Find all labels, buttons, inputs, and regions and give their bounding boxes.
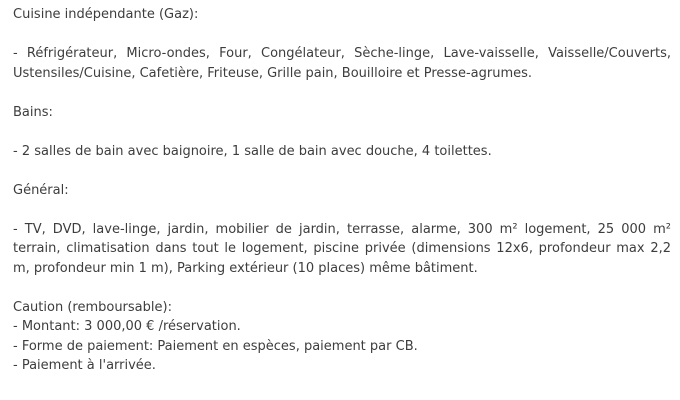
baths-items: - 2 salles de bain avec baignoire, 1 salle de bain avec douche, 4 toilettes.: [13, 143, 492, 159]
spacer: [13, 161, 671, 181]
baths-heading: Bains:: [13, 104, 53, 120]
deposit-payment-time: - Paiement à l'arrivée.: [13, 358, 156, 373]
kitchen-items: - Réfrigérateur, Micro-ondes, Four, Congélateur, Sèche-linge, Lave-vaisselle, Vaisselle/Couverts, Ustensiles/Cuisine, Cafetière, Friteuse, Grille pain, Bouilloire et Presse-agrumes.: [13, 46, 671, 81]
spacer: [13, 83, 671, 103]
property-description: [13, 5, 671, 376]
spacer: [13, 200, 671, 220]
general-heading: Général:: [13, 182, 69, 198]
spacer: [13, 278, 671, 298]
general-items: - TV, DVD, lave-linge, jardin, mobilier de jardin, terrasse, alarme, 300 m² logement, 25 000 m² terrain, climatisation dans tout le logement, piscine privée (dimensions 12x6, profondeur max 2,2 m, profondeur min 1 m), Parking extérieur (10 places) même bâtiment.: [13, 221, 671, 276]
deposit-payment-method: - Forme de paiement: Paiement en espèces, paiement par CB.: [13, 338, 418, 354]
spacer: [13, 122, 671, 142]
kitchen-heading: Cuisine indépendante (Gaz):: [13, 7, 199, 22]
spacer: [13, 25, 671, 45]
deposit-amount: - Montant: 3 000,00 € /réservation.: [13, 319, 241, 334]
deposit-heading: Caution (remboursable):: [13, 299, 172, 315]
